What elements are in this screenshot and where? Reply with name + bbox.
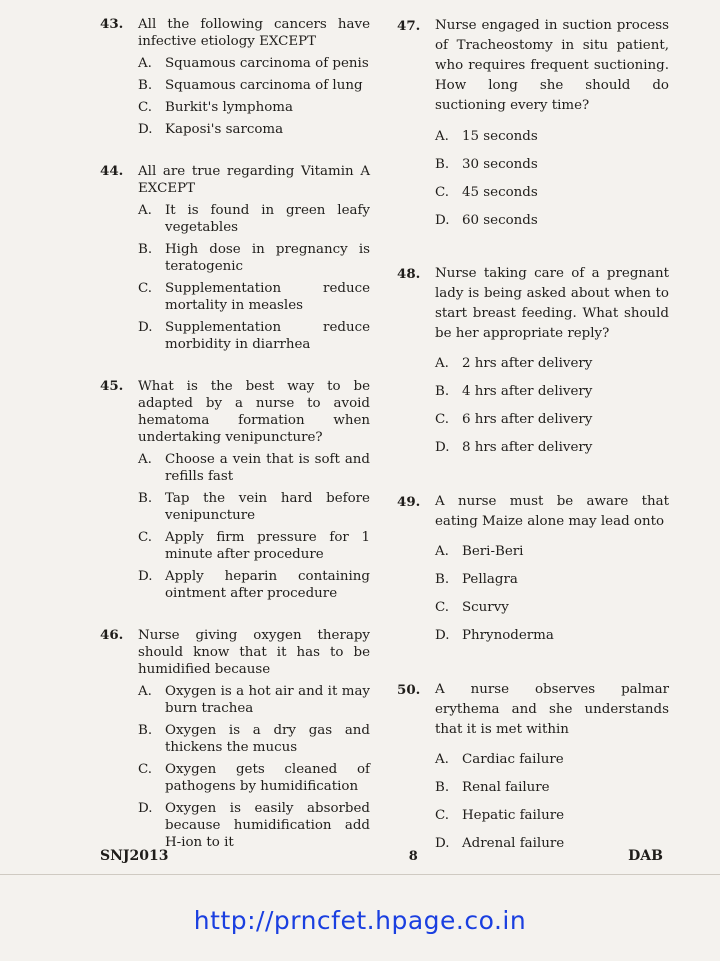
option-c: C. 45 seconds [435,185,538,200]
question-45 [100,378,370,602]
option-a: A. 2 hrs after delivery [435,356,593,371]
option-d: D. Supplementation reduce morbidity in diarrhea [138,320,370,352]
option-d: D. 60 seconds [435,213,538,228]
question-number: 49. [397,494,421,510]
option-d: D. Apply heparin containing ointment after procedure [138,569,370,601]
right-column [397,16,669,852]
option-c: C. Apply firm pressure for 1 minute after procedure [138,530,370,562]
option-a: A. Squamous carcinoma of penis [138,56,369,71]
question-text: Nurse engaged in suction process of Tracheostomy in situ patient, who requires frequent suctioning. How long she should do suctioning every time? [435,18,669,113]
option-b: B. Squamous carcinoma of lung [138,78,363,93]
question-48 [397,264,669,456]
watermark-url[interactable]: http://prncfet.hpage.co.in [193,906,527,935]
question-number: 48. [397,266,421,282]
question-44 [100,163,370,353]
question-number: 45. [100,378,124,394]
question-text: Nurse giving oxygen therapy should know that it has to be humidified because [138,628,370,677]
option-b: B. Oxygen is a dry gas and thickens the mucus [138,723,370,755]
option-c: C. Oxygen gets cleaned of pathogens by humidification [138,762,370,794]
option-c: C. Supplementation reduce mortality in measles [138,281,370,313]
option-c: C. Scurvy [435,600,509,615]
option-c: C. 6 hrs after delivery [435,412,593,427]
option-b: B. Pellagra [435,572,518,587]
option-d: D. Adrenal failure [435,836,565,851]
footer-divider [0,874,720,875]
question-43 [100,16,370,138]
option-b: B. 4 hrs after delivery [435,384,593,399]
option-d: D. Oxygen is easily absorbed because humidification add H-ion to it [138,801,370,850]
paper-code: SNJ2013 [100,848,169,864]
question-50 [397,680,669,852]
question-number: 47. [397,18,421,34]
option-b: B. 30 seconds [435,157,538,172]
question-number: 46. [100,627,124,643]
option-a: A. Beri-Beri [435,544,524,559]
option-d: D. 8 hrs after delivery [435,440,593,455]
question-text: All are true regarding Vitamin A EXCEPT [138,164,370,196]
option-b: B. Tap the vein hard before venipuncture [138,491,370,523]
option-c: C. Hepatic failure [435,808,565,823]
option-b: B. Renal failure [435,780,550,795]
option-a: A. Choose a vein that is soft and refills fast [138,452,370,484]
question-text: Nurse taking care of a pregnant lady is being asked about when to start breast feeding. What should be her appropriate reply? [435,266,669,341]
question-number: 44. [100,163,124,179]
option-c: C. Burkit's lymphoma [138,100,293,115]
option-d: D. Phrynoderma [435,628,554,643]
option-a: A. 15 seconds [435,129,538,144]
option-a: A. Cardiac failure [435,752,564,767]
option-d: D. Kaposi's sarcoma [138,122,284,137]
question-49 [397,492,669,644]
question-text: A nurse observes palmar erythema and she understands that it is met within [435,682,669,737]
series-code: DAB [628,848,663,864]
question-47 [397,16,669,229]
question-number: 43. [100,16,124,32]
page-footer [100,848,663,864]
option-b: B. High dose in pregnancy is teratogenic [138,242,370,274]
question-text: A nurse must be aware that eating Maize alone may lead onto [435,494,669,529]
left-column [100,16,370,851]
question-text: All the following cancers have infective etiology EXCEPT [138,17,370,49]
page-number: 8 [408,849,418,864]
option-a: A. Oxygen is a hot air and it may burn trachea [138,684,370,716]
question-text: What is the best way to be adapted by a nurse to avoid hematoma formation when undertaking venipuncture? [138,379,370,445]
question-46 [100,627,370,851]
question-number: 50. [397,682,421,698]
option-a: A. It is found in green leafy vegetables [138,203,370,235]
